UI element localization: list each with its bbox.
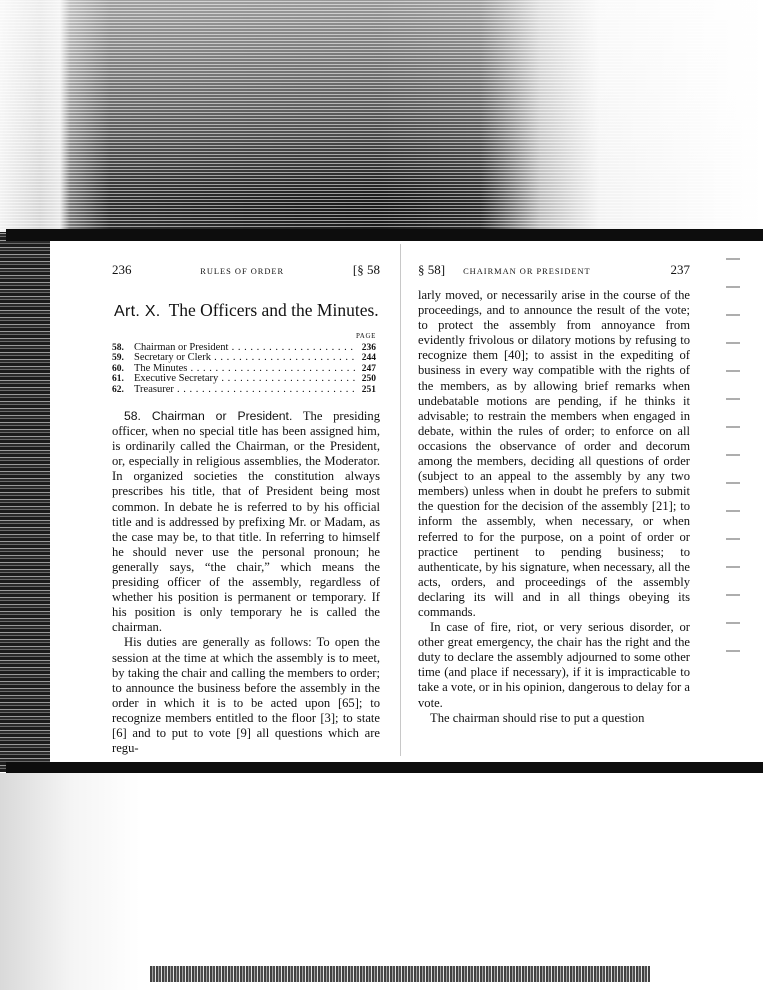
toc-title: Executive Secretary . . . bbox=[134, 374, 356, 385]
left-page bbox=[112, 262, 380, 762]
right-running-head bbox=[418, 262, 690, 282]
scan-right-edge-marks bbox=[726, 258, 740, 678]
toc-row bbox=[112, 374, 376, 385]
scan-border-top bbox=[0, 0, 763, 232]
left-body-text bbox=[112, 409, 380, 756]
table-of-contents bbox=[112, 331, 376, 395]
toc-page: 250 bbox=[361, 374, 376, 384]
toc-page: 251 bbox=[361, 384, 376, 395]
toc-page: 236 bbox=[361, 342, 376, 353]
toc-row bbox=[112, 343, 376, 354]
toc-row bbox=[112, 353, 376, 364]
toc-number: 61. bbox=[112, 374, 124, 384]
toc-page-label: PAGE bbox=[355, 332, 376, 340]
article-label: Art. X. bbox=[114, 303, 161, 320]
scan-noise-strip bbox=[150, 966, 650, 982]
paragraph: The chairman should rise to put a question bbox=[430, 710, 645, 725]
right-body-text bbox=[418, 288, 690, 726]
scan-border-left bbox=[0, 232, 50, 772]
page-number: 237 bbox=[670, 262, 690, 277]
toc-page: 244 bbox=[361, 353, 376, 363]
book-spine bbox=[400, 244, 401, 756]
section-heading: 58. Chairman or President. bbox=[124, 409, 293, 423]
running-title: CHAIRMAN OR PRESIDENT bbox=[463, 267, 591, 276]
toc-title: Chairman or President . . . bbox=[134, 343, 356, 354]
toc-title: Secretary or Clerk . . . bbox=[134, 353, 356, 364]
toc-title: The Minutes . . . bbox=[134, 364, 356, 375]
running-title: RULES OF ORDER bbox=[200, 267, 285, 276]
toc-page: 247 bbox=[361, 363, 376, 374]
left-running-head bbox=[112, 262, 380, 282]
toc-number: 59. bbox=[112, 353, 124, 363]
paragraph-text: The presiding officer, when no special title has been assigned him, is ordinarily called the Chairman, or the President, or, especially in religious assemblies, the Moderator. In organized societies the constitution always prescribes his title, that of President being most common. In debate he is referred to by his official title and is addressed by prefixing Mr. or Madam, as the case may be, to that title. In referring to himself he should never use the personal pronoun; he generally says, “the chair,” which means the presiding officer of the assembly, regardless of whether his position is permanent or temporary. If his position is only temporary he is called the chairman. bbox=[112, 409, 380, 635]
right-page bbox=[418, 262, 690, 762]
toc-number: 58. bbox=[112, 342, 124, 353]
scan-border-bottom bbox=[0, 773, 763, 990]
page-number: 236 bbox=[112, 262, 132, 277]
page-edge-top bbox=[6, 229, 763, 241]
section-reference: § 58] bbox=[418, 262, 446, 277]
paragraph: larly moved, or necessarily arise in the course of the proceedings, and to announce the result of the vote; to protect the assembly from annoyance from evidently frivolous or dilatory motions by refusing to recognize them [40]; to assist in the expediting of business in every way compatible with the rights of the members, as by allowing brief remarks when undebatable motions are pending, if he thinks it advisable; to restrain the members when engaged in debate, within the rules of order; to enforce on all occasions the observance of order and decorum among the members, deciding all questions of order (subject to an appeal to the assembly by any two members) unless when in doubt he prefers to submit the question for the decision of the assembly [21]; to inform the assembly, when necessary, or when referred to for the purpose, on a point of order or practice pertinent to pending business; to authenticate, by his signature, when necessary, all the acts, orders, and proceedings of the assembly declaring its will and in all things obeying its commands. bbox=[418, 288, 690, 619]
article-heading bbox=[114, 300, 380, 321]
toc-row bbox=[112, 385, 376, 396]
article-title: The Officers and the Minutes. bbox=[168, 300, 379, 320]
toc-title: Treasurer . . . bbox=[134, 385, 356, 396]
toc-number: 62. bbox=[112, 384, 124, 395]
paragraph: In case of fire, riot, or very serious disorder, or other great emergency, the chair has the right and the duty to declare the assembly adjourned to some other time (and place if necessary), if it is impracticable to take a vote, or in his opinion, dangerous to delay for a vote. bbox=[418, 620, 690, 710]
toc-row bbox=[112, 364, 376, 375]
paragraph: His duties are generally as follows: To open the session at the time at which the assembly is to meet, by taking the chair and calling the members to order; to announce the business before the assembly in the order in which it is to be acted upon [65]; to recognize members entitled to the floor [3]; to state [6] and to put to vote [9] all questions which are regu- bbox=[112, 635, 380, 756]
section-reference: [§ 58 bbox=[352, 262, 380, 277]
toc-number: 60. bbox=[112, 363, 124, 374]
paragraph bbox=[112, 409, 380, 635]
page-edge-bottom bbox=[6, 762, 763, 773]
